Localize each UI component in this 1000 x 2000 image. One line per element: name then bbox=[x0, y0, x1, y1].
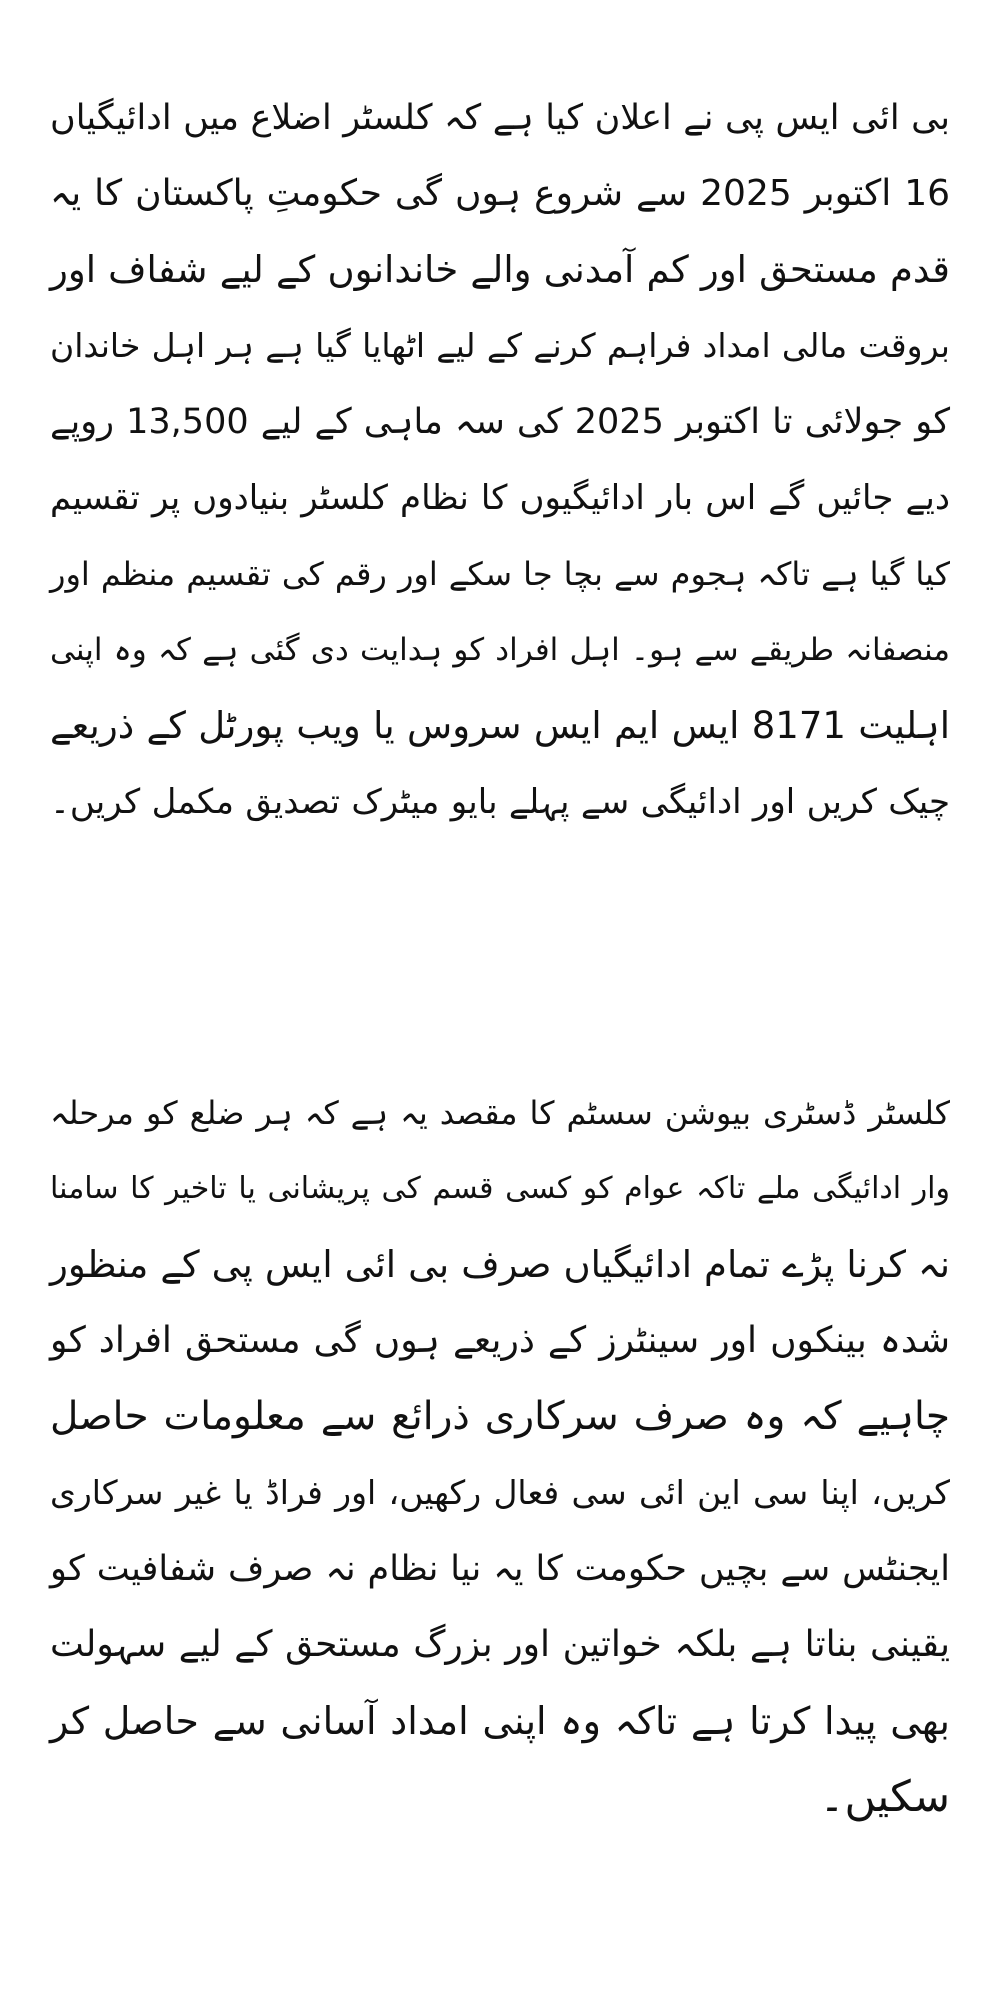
text-line: وار ادائیگی ملے تاکہ عوام کو کسی قسم کی پریشانی یا تاخیر کا سامنا bbox=[50, 1171, 950, 1206]
text-line: اہلیت 8171 ایس ایم ایس سروس یا ویب پورٹل کے ذریعے bbox=[50, 704, 950, 747]
text-line: چاہیے کہ وہ صرف سرکاری ذرائع سے معلومات حاصل bbox=[50, 1394, 950, 1439]
paragraph-2 bbox=[50, 1075, 950, 1835]
text-line: کیا گیا ہے تاکہ ہجوم سے بچا جا سکے اور رقم کی تقسیم منظم اور bbox=[50, 555, 951, 593]
text-line: بھی پیدا کرتا ہے تاکہ وہ اپنی امداد آسانی سے حاصل کر bbox=[50, 1699, 950, 1743]
text-line: چیک کریں اور ادائیگی سے پہلے بایو میٹرک تصدیق مکمل کریں۔ bbox=[50, 782, 950, 822]
paragraph-1 bbox=[50, 80, 950, 840]
text-line: یقینی بناتا ہے بلکہ خواتین اور بزرگ مستحق کے لیے سہولت bbox=[50, 1624, 950, 1665]
text-line: 16 اکتوبر 2025 سے شروع ہوں گی حکومتِ پاکستان کا یہ bbox=[50, 173, 950, 214]
text-line: شدہ بینکوں اور سینٹرز کے ذریعے ہوں گی مستحق افراد کو bbox=[50, 1320, 950, 1361]
text-line: ایجنٹس سے بچیں حکومت کا یہ نیا نظام نہ صرف شفافیت کو bbox=[50, 1549, 950, 1589]
text-line: قدم مستحق اور کم آمدنی والے خاندانوں کے لیے شفاف اور bbox=[50, 248, 950, 291]
text-line: سکیں۔ bbox=[819, 1772, 950, 1822]
text-line: بی ائی ایس پی نے اعلان کیا ہے کہ کلسٹر اضلاع میں ادائیگیاں bbox=[50, 98, 950, 138]
text-line: کریں، اپنا سی این ائی سی فعال رکھیں، اور فراڈ یا غیر سرکاری bbox=[50, 1473, 950, 1512]
text-line: کو جولائی تا اکتوبر 2025 کی سہ ماہی کے لیے 13,500 روپے bbox=[50, 402, 950, 442]
text-line: بروقت مالی امداد فراہم کرنے کے لیے اٹھایا گیا ہے ہر اہل خاندان bbox=[50, 326, 950, 365]
text-line: نہ کرنا پڑے تمام ادائیگیاں صرف بی ائی ایس پی کے منظور bbox=[50, 1243, 950, 1286]
text-line: منصفانہ طریقے سے ہو۔ اہل افراد کو ہدایت دی گئی ہے کہ وہ اپنی bbox=[50, 632, 950, 668]
text-line: دیے جائیں گے اس بار ادائیگیوں کا نظام کلسٹر بنیادوں پر تقسیم bbox=[50, 478, 950, 518]
text-line: کلسٹر ڈسٹری بیوشن سسٹم کا مقصد یہ ہے کہ ہر ضلع کو مرحلہ bbox=[50, 1094, 950, 1132]
